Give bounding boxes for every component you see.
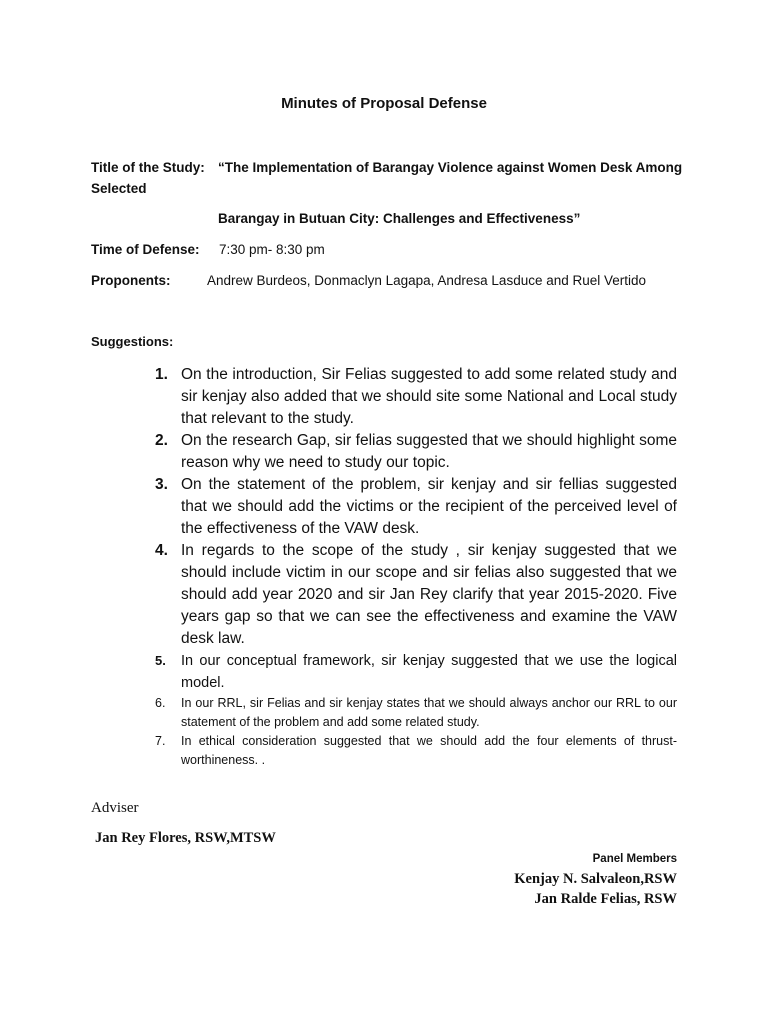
list-item [155, 430, 677, 474]
panel-label: Panel Members [592, 853, 677, 865]
proponents-value: Andrew Burdeos, Donmaclyn Lagapa, Andresa Lasduce and Ruel Vertido [207, 273, 647, 288]
list-item-number: 7. [155, 734, 166, 748]
panel-member: Jan Ralde Felias, RSW [534, 891, 677, 907]
list-item [155, 474, 677, 540]
suggestions-label: Suggestions: [91, 334, 174, 349]
study-title-wrap: Selected [91, 181, 147, 196]
list-item [155, 694, 677, 732]
study-title-line2: Barangay in Butuan City: Challenges and Effectiveness” [218, 211, 581, 226]
list-item-number: 5. [155, 653, 166, 668]
page-title: Minutes of Proposal Defense [281, 95, 487, 112]
list-item-text: On the introduction, Sir Felias suggested to add some related study and sir kenjay also added that we should site some National and Local study that relevant to the study. [181, 366, 677, 427]
list-item-number: 2. [155, 432, 168, 449]
list-item-number: 1. [155, 366, 168, 383]
time-label: Time of Defense: [91, 242, 200, 257]
list-item-text: On the statement of the problem, sir kenjay and sir fellias suggested that we should add the victims or the recipient of the perceived level of the effectiveness of the VAW desk. [181, 476, 677, 537]
panel-member: Kenjay N. Salvaleon,RSW [514, 871, 677, 887]
list-item [155, 650, 677, 694]
proponents-label: Proponents: [91, 273, 171, 288]
list-item [155, 732, 677, 770]
list-item [155, 364, 677, 430]
study-title-line1: “The Implementation of Barangay Violence against Women Desk Among [218, 160, 683, 175]
study-title-label: Title of the Study: [91, 160, 205, 175]
list-item-text: On the research Gap, sir felias suggested that we should highlight some reason why we need to study our topic. [181, 432, 677, 471]
list-item-text: In our conceptual framework, sir kenjay suggested that we use the logical model. [181, 653, 677, 691]
suggestions-list [155, 364, 677, 770]
adviser-name: Jan Rey Flores, RSW,MTSW [95, 830, 276, 846]
adviser-label: Adviser [91, 800, 139, 816]
list-item-number: 4. [155, 542, 168, 559]
list-item-text: In regards to the scope of the study , sir kenjay suggested that we should include victim in our scope and sir felias also suggested that we should add year 2020 and sir Jan Rey clarify that year 2015-2020. Five years gap so that we can see the effectiveness and examine the VAW desk law. [181, 542, 677, 647]
time-value: 7:30 pm- 8:30 pm [219, 242, 325, 257]
list-item [155, 540, 677, 650]
list-item-text: In our RRL, sir Felias and sir kenjay states that we should always anchor our RRL to our statement of the problem and add some related study. [181, 696, 677, 729]
list-item-number: 6. [155, 696, 166, 710]
list-item-number: 3. [155, 476, 168, 493]
list-item-text: In ethical consideration suggested that we should add the four elements of thrust-worthineness. . [181, 734, 677, 767]
